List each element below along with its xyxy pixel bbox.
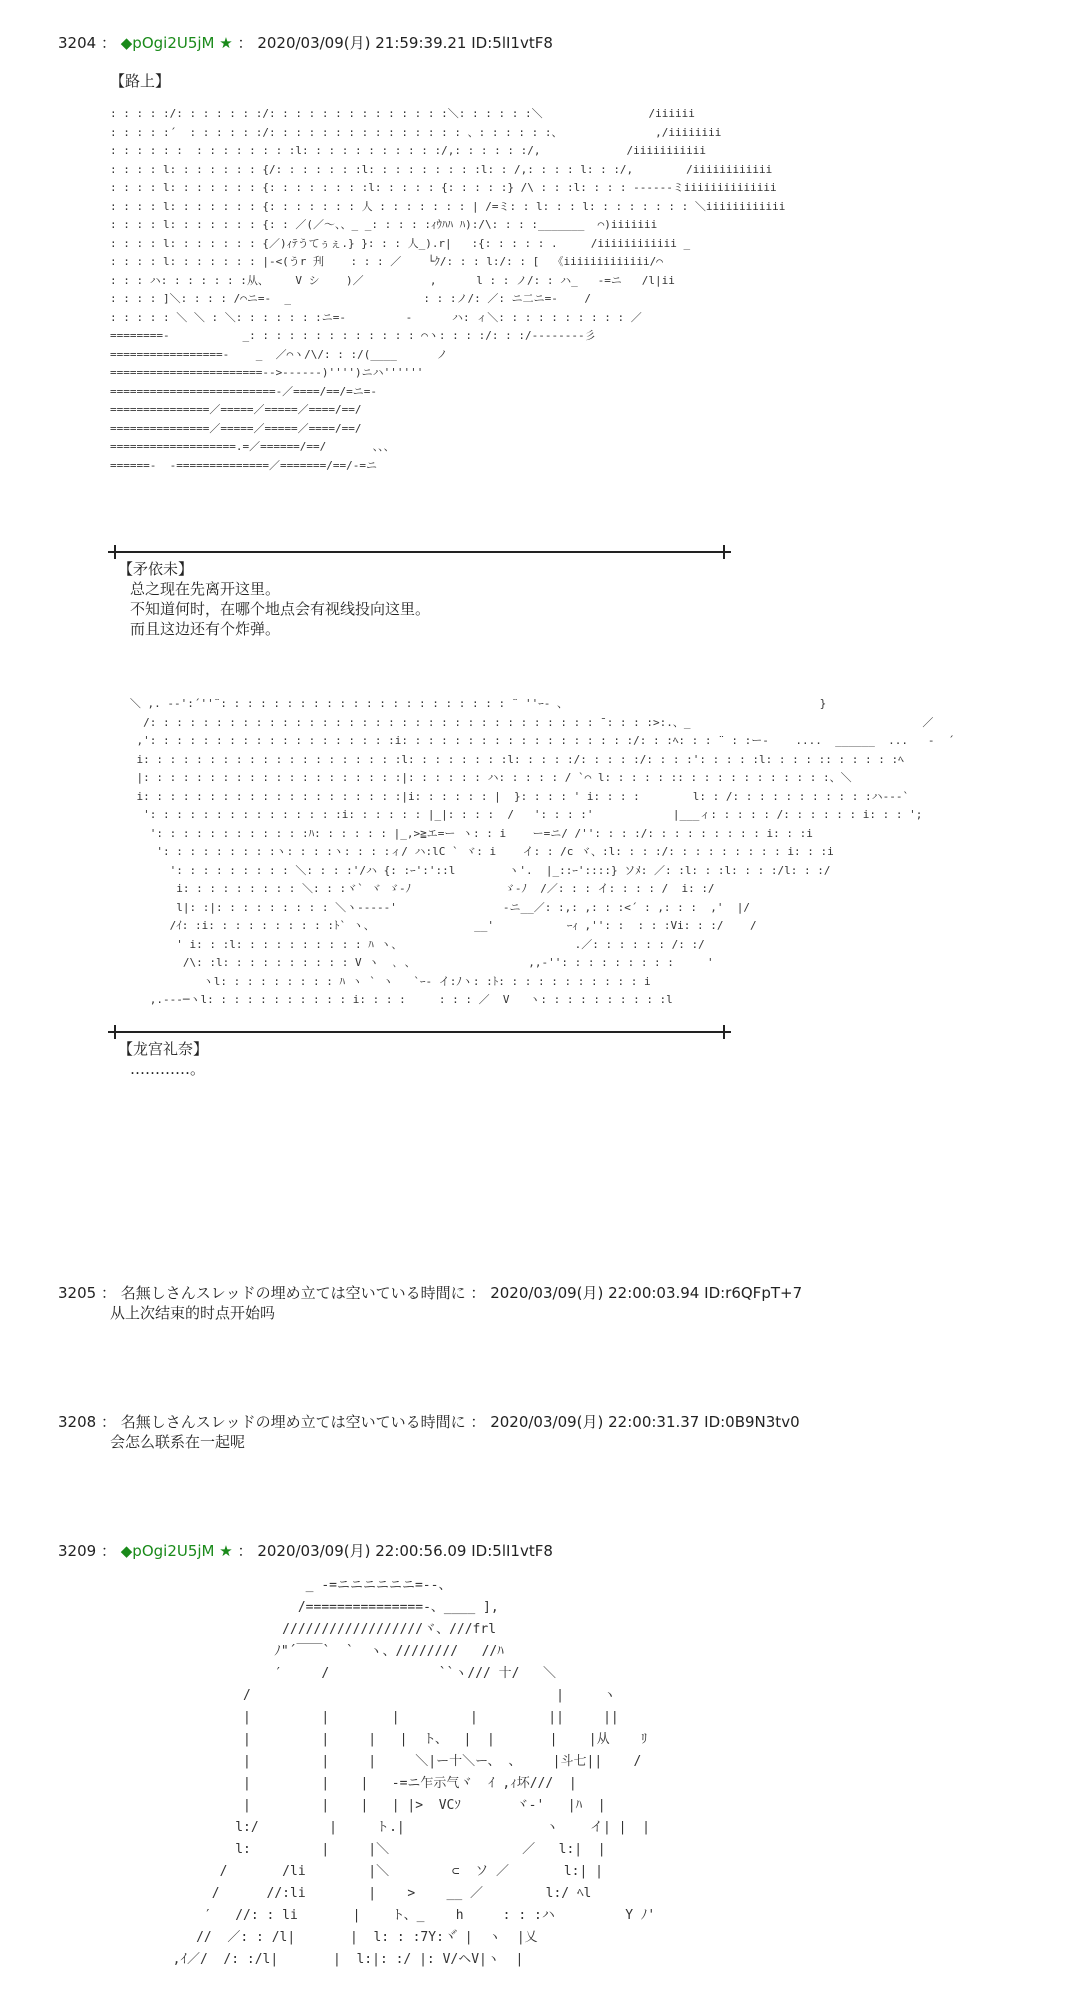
post-datetime: 2020/03/09(月) 22:00:31.37 — [490, 1413, 700, 1431]
divider — [106, 1025, 1058, 1039]
speaker-label: 【龙宫礼奈】 — [118, 1040, 209, 1058]
separator: ： — [100, 1413, 116, 1431]
post-body — [110, 71, 1058, 1079]
post-id[interactable]: ID:5lI1vtF8 — [471, 1542, 553, 1560]
post-header — [58, 1541, 1058, 1561]
post-3204 — [58, 33, 1058, 1079]
post-id[interactable]: ID:r6QFpT+7 — [704, 1284, 803, 1302]
tripcode-link[interactable]: ◆pOgi2U5jM — [120, 1542, 215, 1560]
ascii-art-character: _ -=ニニニニニニ=--、 /===============-、____ ], //////////////////ヾ、///frl ﾉ"´￣￣` ` ヽ、//////// //ﾊ ′ / ``ヽ/// 十/ ＼ / | ヽ | | | | || || | | | | ト、 | | | |从 ﾘ | | | ＼|ー十＼ー、 、 |斗七|| / | | | -=ニ乍示气ヾ ｲ ,ｨ坏/// | | | | | |> VCｿ ヾ‐' |ﾊ | l:/ | ト.| ヽ イ| | | l: | |＼ ／ l:| | / /li |＼ ⊂ ソ ／ l:| | / //:li | > __ ／ l:/ ﾍl ′ //: : li | ト、_ h : : :ハ Y ﾉ' // ／: : /l| | l: : :7Y:ヾ゙ | ヽ |乂 ,ｲ／/ /: :/l| | l:|: :/ |: V/ヘV|ヽ | — [172, 1578, 656, 1967]
post-number: 3204 — [58, 34, 97, 52]
star-icon: ★ — [219, 34, 233, 52]
dialogue-line: 而且这边还有个炸弹。 — [130, 620, 281, 638]
post-header — [58, 33, 1058, 53]
post-id[interactable]: ID:0B9N3tv0 — [704, 1413, 800, 1431]
post-3208 — [58, 1412, 1058, 1452]
post-datetime: 2020/03/09(月) 22:00:56.09 — [257, 1542, 467, 1560]
ascii-art-rena: ＼ ,. -‐':´''¨: : : : : : : : : : : : : : : : : : : : : : ¨ ''ｰ- 、 } /: : : : : : : : : : : : : : : : : : : : : : : : : : : : : : : : : : ̄ : : : :>:.、_ ／ ,': : : : : : : : : : : : : : : : : : :i: : : : : : : : : : : : : : : : : :/: : :ﾍ: : : ¨ : :ー‐ .... ______ ... - ´ i: : : : : : : : : : : : : : : : : : : :l: : : : : : : :l: : : : :/: : : : :/: : : :': : : : :l: : : : :: : : : : :ﾍ |: : : : : : : : : : : : : : : : : : : :|: : : : : : ハ: : : : : / `⌒ l: : : : : :: : : : : : : : : : : :、＼ i: : : : : : : : : : : : : : : : : : : :|i: : : : : : | }: : : : ' i: : : : l: : /: : : : : : : : : : :ハ--‐` ': : : : : : : : : : : : : : :i: : : : : : |_|: : : : / ': : : :' |___ィ: : : : : /: : : : : : i: : : '; ': : : : : : : : : : : :ﾊ: : : : : : |_,>≧エ=ー ヽ: : i ー=ニ/ /'': : : :/: : : : : : : : : i: : :i ': : : : : : : : :ヽ: : : :ヽ: : : :ィ/ ハ:lC ` ヾ: i イ: : /c ヾ、:l: : : :/: : : : : : : : : i: : :i ': : : : : : : : : ＼: : : :'/ハ {: :ｰ':'::l ヽ'. |_::ｰ'::::} ソﾒ: ／: :l: : :l: : : :/l: : :/ i: : : : : : : : : ＼: : :ヾ` ヾ ゞ-ﾉ ゞ-ﾉ /／: : : イ: : : : / i: :/ l|: :|: : : : : : : : : ＼ヽ----‐' -ニ__／: :,: ,: : :<´ : ,: : : ,' |/ /ｲ: :i: : : : : : : : : :ﾄ` ヽ、 __' ｰｨ ,'': : : : :Vi: : :/ / ' i: : :l: : : : : : : : : : ﾊ ヽ、 .／: : : : : : /: :/ /\: :l: : : : : : : : : : V ヽ ､ 、 ,,-'': : : : : : : : : ' ヽl: : : : : : : : : ﾊ ヽ ` ヽ `ｰ- イ:ﾉヽ: :ﾄ: : : : : : : : : : : i ,.---─ヽl: : : : : : : : : : : i: : : : : : : ／ V ヽ: : : : : : : : : :l — [129, 697, 955, 1006]
post-id[interactable]: ID:5lI1vtF8 — [471, 34, 553, 52]
post-text: 从上次结束的时点开始吗 — [110, 1304, 276, 1322]
post-body — [110, 1432, 1058, 1452]
poster-name: 名無しさんスレッドの埋め立ては空いている時間に — [120, 1413, 466, 1431]
post-number: 3208 — [58, 1413, 97, 1431]
post-3209 — [58, 1541, 1058, 1985]
tripcode-link[interactable]: ◆pOgi2U5jM — [120, 34, 215, 52]
separator: ： — [237, 1542, 253, 1560]
post-number: 3209 — [58, 1542, 97, 1560]
dialogue-line: …………。 — [130, 1060, 206, 1078]
post-header — [58, 1283, 1058, 1303]
post-body — [110, 1575, 1058, 1985]
ascii-art-street: : : : : :/: : : : : : :/: : : : : : : : : : : : : :＼: : : : : :＼ /iiiiii : : : : :´ : : : : : :/: : : : : : : : : : : : : : : 、: : : : : :、 ,/iiiiiiii : : : : : : : : : : : : : :l: : : : : : : : : : :/,: : : : : :/, /iiiiiiiiiii : : : : l: : : : : : : {/: : : : : : :l: : : : : : : : :l: : /,: : : : l: : :/, /iiiiiiiiiiii : : : : l: : : : : : : {: : : : : : : :l: : : : : {: : : : :} /\ : : :l: : : : ------ミiiiiiiiiiiiiii : : : : l: : : : : : : {: : : : : : : 人 : : : : : : : | /=ミ: : l: : : l: : : : : : : : ＼iiiiiiiiiiii : : : : l: : : : : : : {: : ／(／〜、、_ _: : : : :ｨｳﾊﾊ ﾊ):/\: : : :_______ ⌒)iiiiiii : : : : l: : : : : : : {／)ｨﾃうてぅぇ.} }: : : 人_).r| :{: : : : : . /iiiiiiiiiiii _ : : : : l: : : : : : : |-<(うr 刋 : : : ／ └ｸ/: : : l:/: : [ 《iiiiiiiiiiiii/⌒ : : : ハ: : : : : : :从、 V シ )／ , l : : ノ/: : ハ_ -=ニ /l|ii : : : : ]＼: : : : /⌒ニ=- _ : : :ノ/: ／: ニ二ニ=- / : : : : : ＼ ＼ : ＼: : : : : : :ニ=- - ハ: ィ＼: : : : : : : : : : ／ ========- _: : : : : : : : : : : : : ⌒ヽ: : : :/: : :/--------彡 =================- _ ／⌒ヽ/\/: : :/(____ ノ =======================-->------)'''')ニハ'''''' =========================-／====/==/=ニ=- ===============／=====／=====／====/==/ ===============／=====／=====／====/==/ ===================.=／======/==/ 、、、 ======- -==============／=======/==/-=ニ — [110, 107, 786, 472]
separator: ： — [100, 34, 116, 52]
separator: ： — [470, 1413, 486, 1431]
separator: ： — [237, 34, 253, 52]
separator: ： — [100, 1542, 116, 1560]
post-datetime: 2020/03/09(月) 21:59:39.21 — [257, 34, 467, 52]
post-header — [58, 1412, 1058, 1432]
dialogue-line: 总之现在先离开这里。 — [130, 580, 281, 598]
post-number: 3205 — [58, 1284, 97, 1302]
separator: ： — [470, 1284, 486, 1302]
post-body — [110, 1303, 1058, 1323]
scene-label: 【路上】 — [110, 72, 171, 90]
post-datetime: 2020/03/09(月) 22:00:03.94 — [490, 1284, 700, 1302]
star-icon: ★ — [219, 1542, 233, 1560]
divider — [106, 545, 1058, 559]
post-3205 — [58, 1283, 1058, 1323]
dialogue-line: 不知道何时，在哪个地点会有视线投向这里。 — [130, 600, 431, 618]
poster-name: 名無しさんスレッドの埋め立ては空いている時間に — [120, 1284, 466, 1302]
post-text: 会怎么联系在一起呢 — [110, 1433, 246, 1451]
speaker-label: 【矛依未】 — [118, 560, 194, 578]
separator: ： — [100, 1284, 116, 1302]
